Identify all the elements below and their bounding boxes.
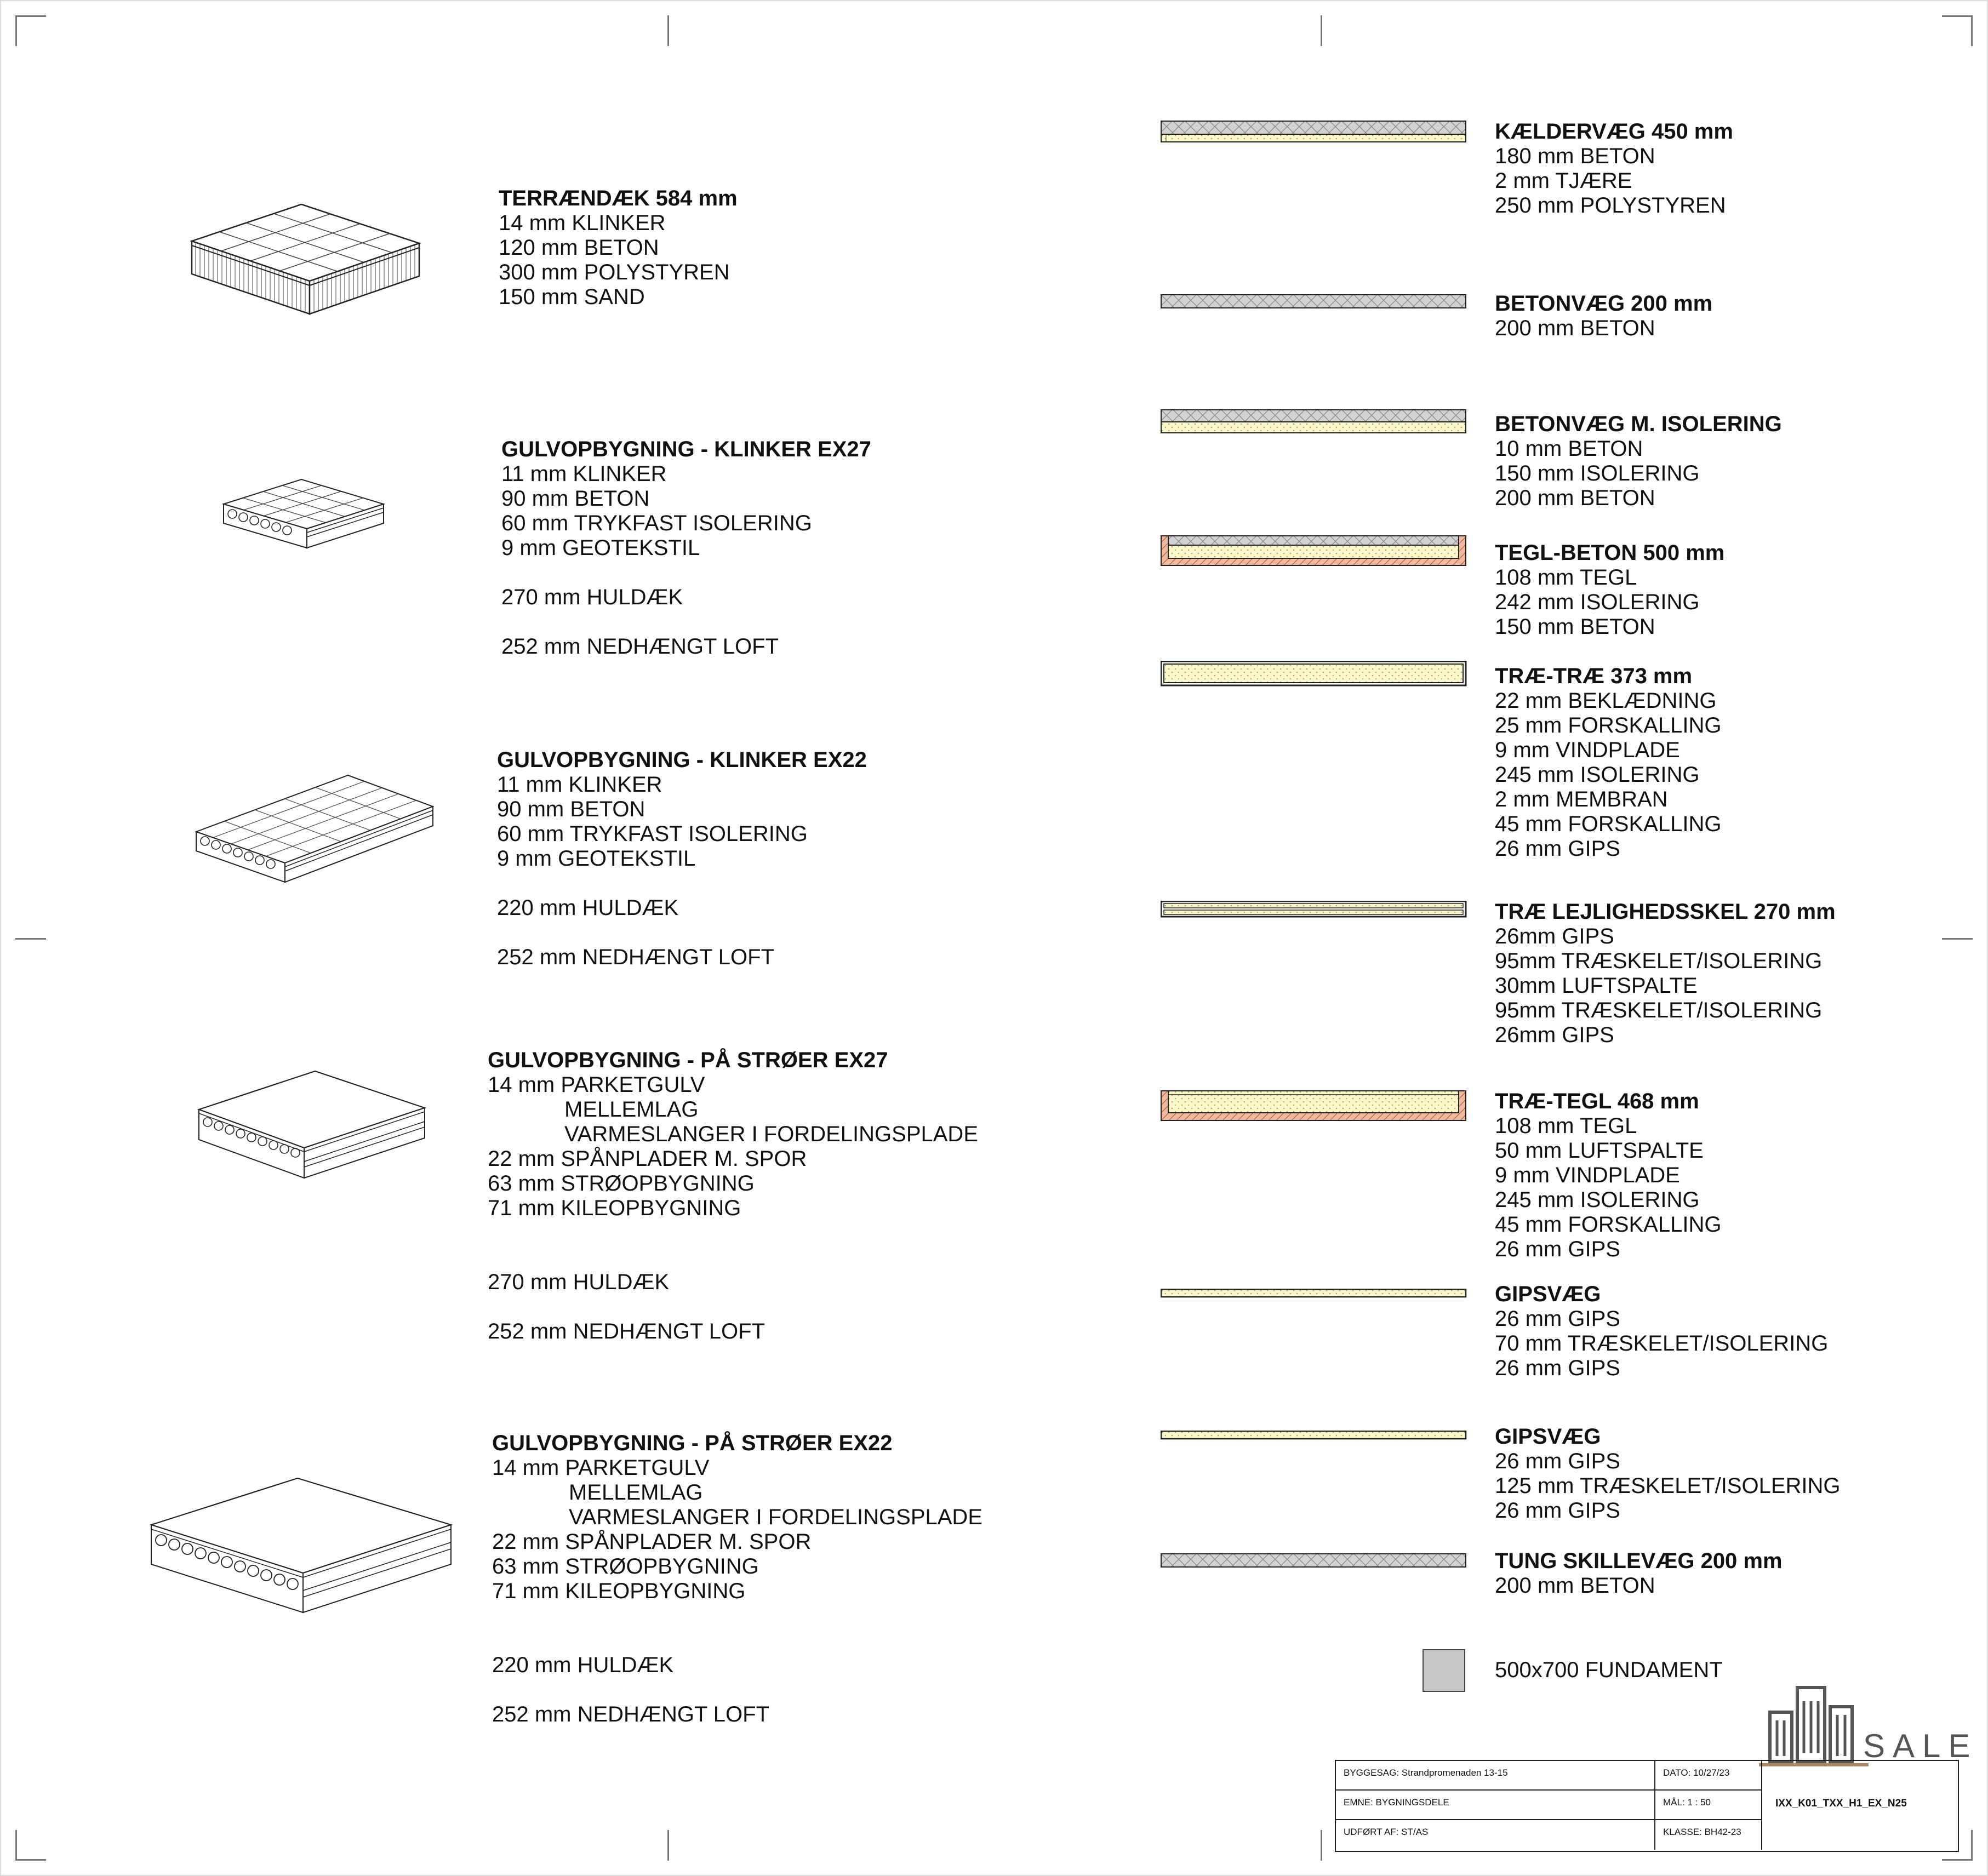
layer-line: 11 mm KLINKER	[497, 773, 662, 797]
wall-title: TRÆ LEJLIGHEDSSKEL 270 mm	[1495, 900, 1836, 924]
layer-line: 26 mm GIPS	[1495, 1356, 1620, 1380]
layer-line: 150 mm SAND	[499, 285, 645, 309]
crop-mark	[1942, 938, 1973, 940]
crop-mark	[15, 1830, 17, 1861]
layer-line: 63 mm STRØOPBYGNING	[492, 1554, 759, 1578]
crop-mark	[1321, 15, 1322, 46]
wall-section-gipsvaeg-70	[1161, 1289, 1467, 1299]
layer-line: 22 mm SPÅNPLADER M. SPOR	[492, 1530, 812, 1554]
layer-line: 150 mm BETON	[1495, 615, 1655, 639]
layer-line: 220 mm HULDÆK	[497, 896, 679, 920]
layer-line: 30mm LUFTSPALTE	[1495, 974, 1698, 998]
tb-emne: EMNE: BYGNINGSDELE	[1336, 1791, 1655, 1820]
crop-mark	[1971, 1830, 1973, 1861]
floor-label-stroeer-ex22	[492, 1431, 982, 1727]
layer-line: 11 mm KLINKER	[501, 462, 667, 486]
layer-line: 200 mm BETON	[1495, 1574, 1655, 1598]
layer-line: 90 mm BETON	[497, 797, 645, 821]
layer-line: 22 mm BEKLÆDNING	[1495, 689, 1717, 713]
crop-mark	[1942, 15, 1973, 17]
foundation-label	[1495, 1658, 1723, 1683]
crop-mark	[1321, 1830, 1322, 1861]
layer-line: 9 mm GEOTEKSTIL	[501, 536, 700, 560]
floor-label-stroeer-ex27	[488, 1048, 978, 1344]
klinker-ex22-isometric	[192, 773, 438, 885]
layer-line: 95mm TRÆSKELET/ISOLERING	[1495, 949, 1823, 973]
crop-mark	[1971, 15, 1973, 46]
layer-line: 26 mm GIPS	[1495, 1498, 1620, 1523]
title-block	[1335, 1760, 1959, 1852]
layer-line: 108 mm TEGL	[1495, 1114, 1637, 1138]
floor-title: GULVOPBYGNING - KLINKER EX22	[497, 748, 867, 772]
wall-section-gipsvaeg-125	[1161, 1431, 1467, 1440]
logo-text: SALE	[1863, 1728, 1978, 1764]
stroeer-ex27-isometric	[195, 1068, 427, 1181]
company-logo	[1759, 1682, 1978, 1772]
crop-mark	[667, 1830, 669, 1861]
layer-line: MELLEMLAG	[569, 1480, 703, 1505]
wall-section-tung-skillevaeg	[1161, 1553, 1467, 1569]
layer-line: 9 mm VINDPLADE	[1495, 1163, 1680, 1187]
layer-line: 26 mm GIPS	[1495, 1307, 1620, 1331]
layer-line: 252 mm NEDHÆNGT LOFT	[501, 634, 779, 659]
layer-line: 300 mm POLYSTYREN	[499, 260, 730, 284]
wall-label-tegl-beton	[1495, 541, 1724, 639]
layer-line: 250 mm POLYSTYREN	[1495, 193, 1726, 218]
layer-line: 10 mm BETON	[1495, 437, 1643, 461]
floor-title: TERRÆNDÆK 584 mm	[499, 186, 738, 210]
layer-line: 245 mm ISOLERING	[1495, 763, 1700, 787]
wall-title: TRÆ-TEGL 468 mm	[1495, 1089, 1699, 1113]
tb-byggesag: BYGGESAG: Strandpromenaden 13-15	[1336, 1761, 1655, 1791]
wall-title: BETONVÆG M. ISOLERING	[1495, 412, 1782, 436]
tb-udfoert: UDFØRT AF: ST/AS	[1336, 1820, 1655, 1850]
layer-line: 108 mm TEGL	[1495, 565, 1637, 590]
layer-line: 245 mm ISOLERING	[1495, 1188, 1700, 1212]
layer-line: 14 mm PARKETGULV	[488, 1073, 705, 1097]
layer-line: 9 mm GEOTEKSTIL	[497, 847, 696, 871]
tb-klasse: KLASSE: BH42-23	[1655, 1820, 1762, 1850]
floor-label-klinker-ex22	[497, 748, 867, 970]
layer-line: 26mm GIPS	[1495, 924, 1614, 948]
wall-label-tung-skillevaeg	[1495, 1549, 1783, 1598]
layer-line: 270 mm HULDÆK	[488, 1270, 670, 1294]
layer-line: 125 mm TRÆSKELET/ISOLERING	[1495, 1474, 1841, 1498]
terraendaek-isometric	[189, 202, 425, 319]
layer-line: 70 mm TRÆSKELET/ISOLERING	[1495, 1331, 1829, 1355]
layer-line: 60 mm TRYKFAST ISOLERING	[497, 822, 808, 846]
wall-title: TUNG SKILLEVÆG 200 mm	[1495, 1549, 1783, 1573]
wall-label-kaeldervaeg	[1495, 119, 1733, 218]
layer-line: 270 mm HULDÆK	[501, 585, 683, 609]
layer-line: 252 mm NEDHÆNGT LOFT	[488, 1319, 765, 1343]
crop-mark	[15, 1859, 46, 1861]
layer-line: 26mm GIPS	[1495, 1023, 1614, 1047]
layer-line: 45 mm FORSKALLING	[1495, 812, 1722, 836]
wall-label-gipsvaeg-125	[1495, 1425, 1841, 1523]
layer-line: 50 mm LUFTSPALTE	[1495, 1139, 1704, 1163]
tb-dato: DATO: 10/27/23	[1655, 1761, 1762, 1791]
layer-line: MELLEMLAG	[564, 1097, 699, 1122]
crop-mark	[667, 15, 669, 46]
wall-label-trae-trae	[1495, 664, 1721, 861]
crop-mark	[15, 15, 17, 46]
wall-section-tegl-beton	[1161, 535, 1467, 567]
tb-drawing-code: IXX_K01_TXX_H1_EX_N25	[1775, 1798, 1907, 1809]
layer-line: 200 mm BETON	[1495, 316, 1655, 340]
crop-mark	[15, 15, 46, 17]
layer-line: VARMESLANGER I FORDELINGSPLADE	[564, 1122, 978, 1146]
layer-line: 26 mm GIPS	[1495, 1237, 1620, 1261]
wall-label-trae-tegl	[1495, 1089, 1721, 1262]
wall-section-trae-trae	[1161, 661, 1467, 687]
layer-line: 252 mm NEDHÆNGT LOFT	[492, 1702, 769, 1726]
wall-title: GIPSVÆG	[1495, 1282, 1601, 1306]
layer-line: 63 mm STRØOPBYGNING	[488, 1171, 755, 1196]
layer-line: 45 mm FORSKALLING	[1495, 1212, 1722, 1237]
tb-maal: MÅL: 1 : 50	[1655, 1791, 1762, 1820]
layer-line: 200 mm BETON	[1495, 486, 1655, 510]
wall-section-trae-lejlighedsskel	[1161, 901, 1467, 918]
wall-title: TRÆ-TRÆ 373 mm	[1495, 664, 1693, 688]
foundation-text: 500x700 FUNDAMENT	[1495, 1658, 1723, 1682]
wall-label-betonvaeg-isolering	[1495, 412, 1782, 511]
foundation-swatch	[1423, 1649, 1465, 1692]
layer-line: 71 mm KILEOPBYGNING	[488, 1196, 741, 1220]
layer-line: 150 mm ISOLERING	[1495, 461, 1700, 485]
wall-section-trae-tegl	[1161, 1090, 1467, 1122]
stroeer-ex22-isometric	[147, 1475, 454, 1615]
layer-line: 95mm TRÆSKELET/ISOLERING	[1495, 998, 1823, 1022]
floor-title: GULVOPBYGNING - PÅ STRØER EX27	[488, 1048, 888, 1072]
layer-line: 25 mm FORSKALLING	[1495, 713, 1722, 737]
layer-line: 60 mm TRYKFAST ISOLERING	[501, 511, 812, 535]
wall-section-kaeldervaeg	[1161, 121, 1467, 145]
layer-line: 26 mm GIPS	[1495, 1449, 1620, 1473]
wall-label-trae-lejlighedsskel	[1495, 900, 1836, 1048]
wall-title: TEGL-BETON 500 mm	[1495, 541, 1725, 565]
layer-line: 180 mm BETON	[1495, 144, 1655, 168]
layer-line: 120 mm BETON	[499, 236, 659, 260]
klinker-ex27-isometric	[219, 477, 386, 553]
layer-line: 26 mm GIPS	[1495, 837, 1620, 861]
floor-label-terraendaek	[499, 186, 738, 310]
layer-line: 2 mm MEMBRAN	[1495, 787, 1668, 811]
layer-line: VARMESLANGER I FORDELINGSPLADE	[569, 1505, 982, 1529]
wall-label-gipsvaeg-70	[1495, 1282, 1828, 1381]
layer-line: 71 mm KILEOPBYGNING	[492, 1579, 746, 1603]
layer-line: 14 mm PARKETGULV	[492, 1456, 710, 1480]
layer-line: 22 mm SPÅNPLADER M. SPOR	[488, 1147, 807, 1171]
floor-title: GULVOPBYGNING - KLINKER EX27	[501, 437, 871, 461]
wall-title: KÆLDERVÆG 450 mm	[1495, 119, 1733, 144]
layer-line: 2 mm TJÆRE	[1495, 169, 1632, 193]
crop-mark	[1942, 1859, 1973, 1861]
layer-line: 252 mm NEDHÆNGT LOFT	[497, 945, 774, 969]
wall-title: BETONVÆG 200 mm	[1495, 291, 1713, 316]
wall-section-betonvaeg-isolering	[1161, 409, 1467, 436]
floor-label-klinker-ex27	[501, 437, 871, 659]
layer-line: 242 mm ISOLERING	[1495, 590, 1700, 614]
wall-label-betonvaeg	[1495, 291, 1712, 341]
crop-mark	[15, 938, 46, 940]
layer-line: 220 mm HULDÆK	[492, 1653, 674, 1677]
layer-line: 90 mm BETON	[501, 487, 650, 511]
layer-line: 9 mm VINDPLADE	[1495, 738, 1680, 762]
wall-section-betonvaeg	[1161, 294, 1467, 311]
layer-line: 14 mm KLINKER	[499, 211, 666, 235]
wall-title: GIPSVÆG	[1495, 1425, 1601, 1449]
floor-title: GULVOPBYGNING - PÅ STRØER EX22	[492, 1431, 893, 1455]
